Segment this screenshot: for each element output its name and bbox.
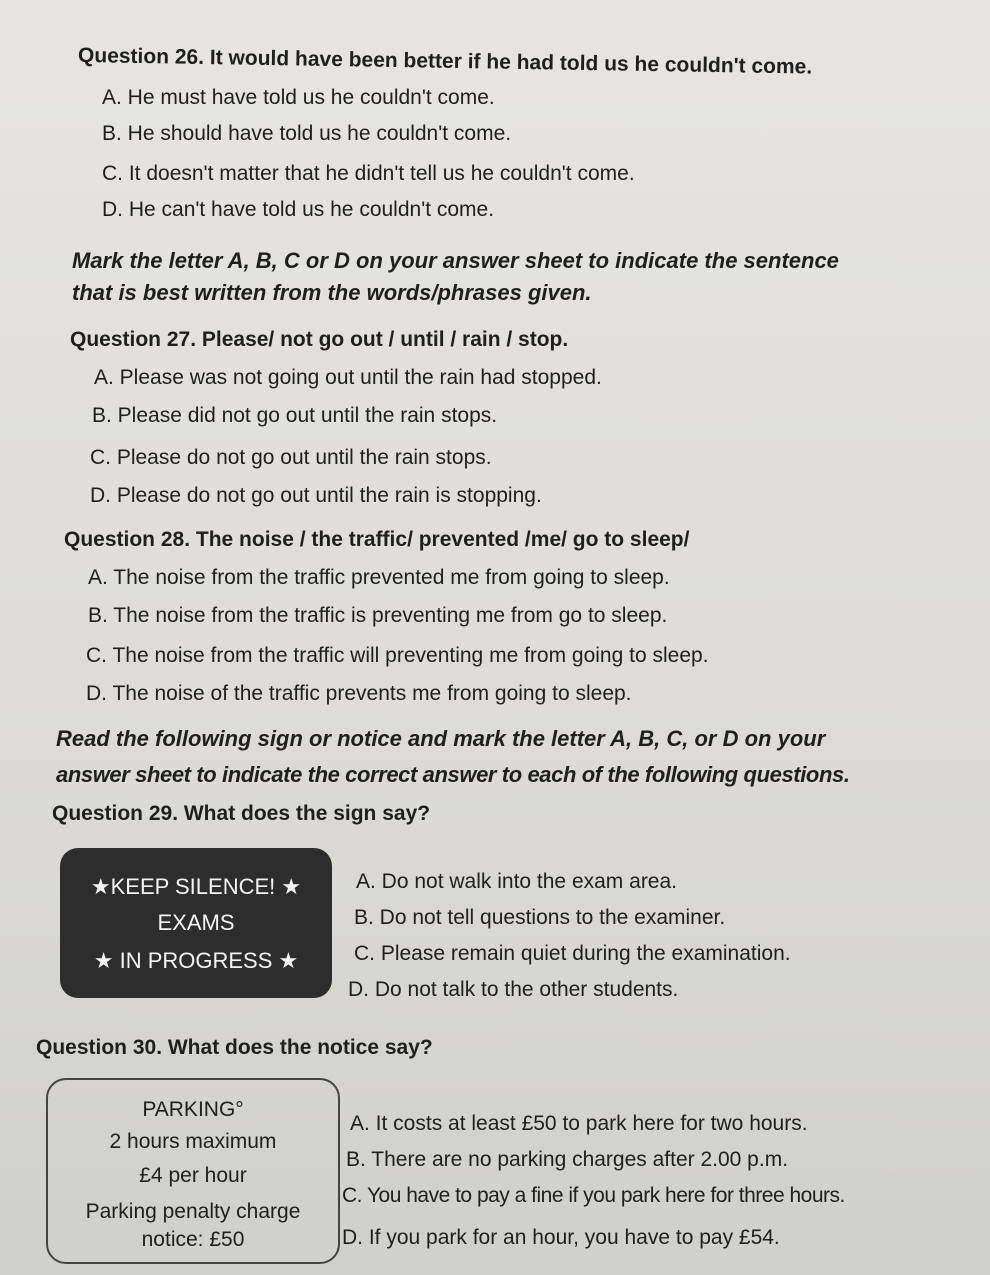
question-27-option-d: D. Please do not go out until the rain is stopping. [90, 484, 542, 507]
instruction-1-line-2: that is best written from the words/phrases given. [72, 280, 592, 305]
sign-line-1: ★KEEP SILENCE! ★ [90, 874, 302, 899]
question-30-stem: Question 30. What does the notice say? [36, 1036, 433, 1059]
question-27-option-b: B. Please did not go out until the rain stops. [92, 404, 498, 427]
question-29-option-d: D. Do not talk to the other students. [348, 978, 679, 1001]
instruction-1-line-1: Mark the letter A, B, C or D on your answer sheet to indicate the sentence [72, 248, 839, 273]
question-30-option-c: C. You have to pay a fine if you park here for three hours. [342, 1184, 845, 1207]
keep-silence-sign [60, 848, 332, 998]
question-28-option-a: A. The noise from the traffic prevented me from going to sleep. [88, 566, 670, 589]
notice-line-3: £4 per hour [139, 1164, 247, 1187]
question-29-option-a: A. Do not walk into the exam area. [356, 870, 677, 893]
question-28-stem: Question 28. The noise / the traffic/ prevented /me/ go to sleep/ [64, 528, 690, 551]
question-29-stem: Question 29. What does the sign say? [52, 802, 431, 825]
question-26-option-b: B. He should have told us he couldn't come. [102, 122, 512, 145]
question-26-stem: Question 26. It would have been better if he had told us he couldn't come. [77, 44, 813, 79]
notice-line-2: 2 hours maximum [109, 1130, 277, 1153]
question-27-stem: Question 27. Please/ not go out / until / rain / stop. [70, 328, 569, 351]
notice-line-4: Parking penalty charge [85, 1200, 301, 1223]
question-27-option-a: A. Please was not going out until the rain had stopped. [94, 366, 602, 389]
question-29-option-b: B. Do not tell questions to the examiner. [354, 906, 726, 929]
question-28-option-b: B. The noise from the traffic is preventing me from go to sleep. [88, 604, 668, 627]
question-30-option-d: D. If you park for an hour, you have to pay £54. [342, 1226, 780, 1249]
question-30-option-a: A. It costs at least £50 to park here for two hours. [350, 1112, 808, 1135]
question-26-option-a: A. He must have told us he couldn't come. [102, 86, 495, 109]
instruction-2-line-2: answer sheet to indicate the correct answer to each of the following questions. [56, 762, 850, 787]
question-28-option-d: D. The noise of the traffic prevents me from going to sleep. [86, 682, 632, 705]
question-26-option-c: C. It doesn't matter that he didn't tell us he couldn't come. [102, 162, 635, 185]
instruction-2-line-1: Read the following sign or notice and mark the letter A, B, C, or D on your [56, 726, 826, 751]
sign-line-2: EXAMS [157, 910, 235, 935]
question-29-option-c: C. Please remain quiet during the examination. [354, 942, 791, 965]
question-30-option-b: B. There are no parking charges after 2.00 p.m. [346, 1148, 789, 1171]
question-27-option-c: C. Please do not go out until the rain stops. [90, 446, 492, 469]
notice-line-1: PARKING° [142, 1098, 244, 1121]
question-28-option-c: C. The noise from the traffic will preventing me from going to sleep. [86, 644, 709, 667]
notice-line-5: notice: £50 [141, 1228, 245, 1251]
question-26-option-d: D. He can't have told us he couldn't come. [102, 198, 495, 221]
parking-notice [46, 1078, 340, 1264]
sign-line-3: ★ IN PROGRESS ★ [93, 948, 299, 973]
